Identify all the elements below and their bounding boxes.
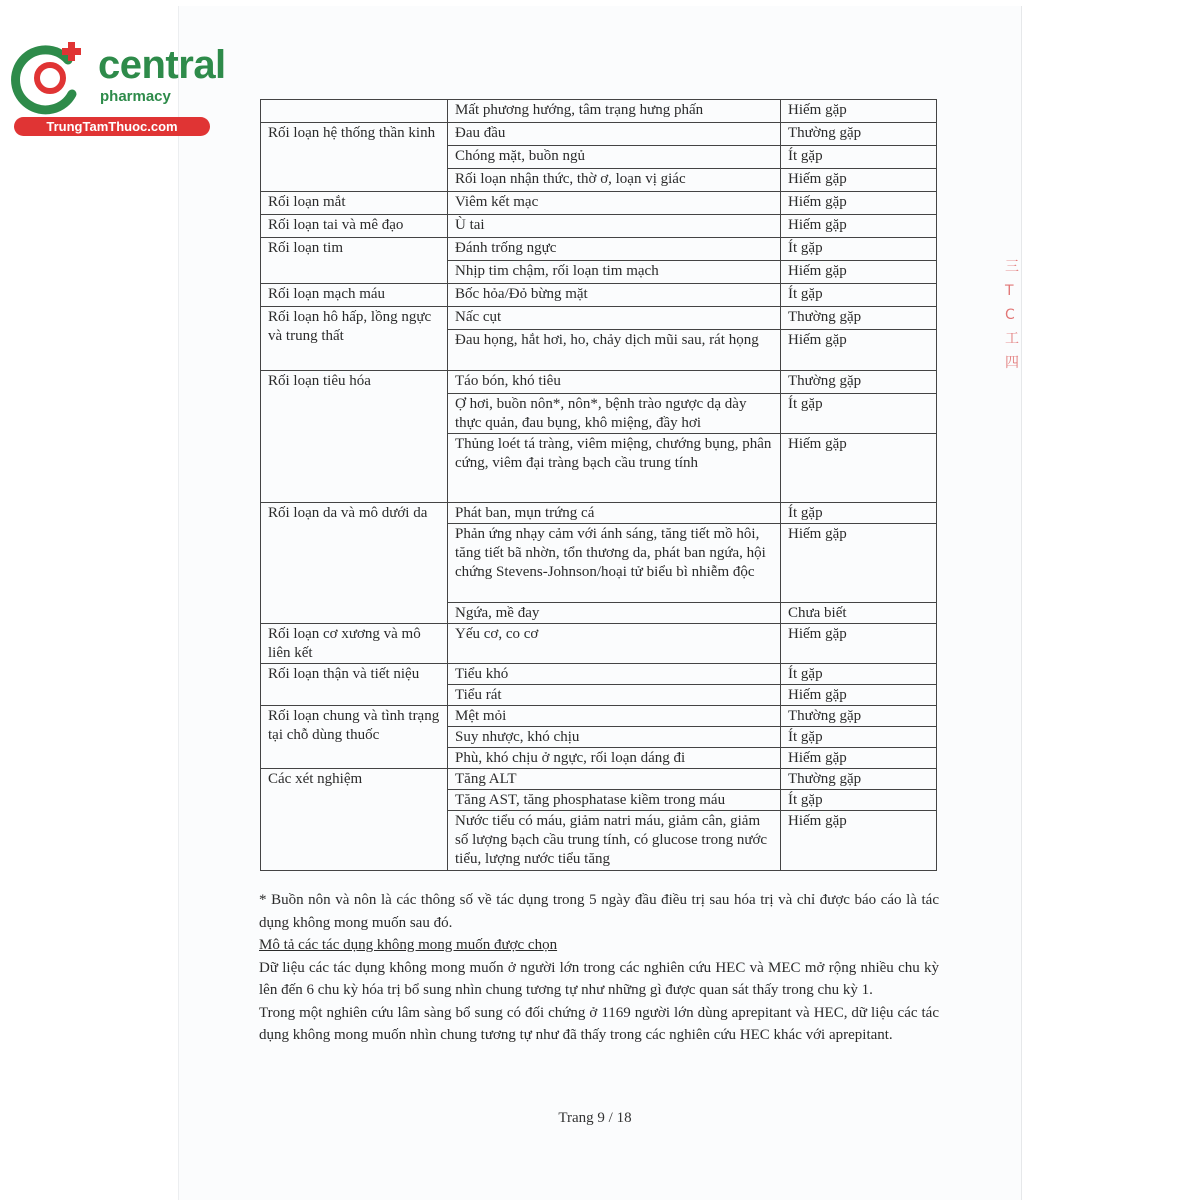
paragraph-1: Dữ liệu các tác dụng không mong muốn ở người lớn trong các nghiên cứu HEC và MEC mở rộng nhiều chu kỳ lên đến 6 chu kỳ hóa trị bổ sung nhìn chung tương tự như những gì được quan sát thấy trong chu kỳ 1. — [259, 959, 939, 998]
effect-cell: Phản ứng nhạy cảm với ánh sáng, tăng tiết mồ hôi, tăng tiết bã nhờn, tổn thương da, phát ban ngứa, hội chứng Stevens-Johnson/hoại tử biểu bì nhiễm độc — [448, 524, 781, 603]
effect-cell: Mất phương hướng, tâm trạng hưng phấn — [448, 100, 781, 123]
frequency-cell: Ít gặp — [781, 284, 937, 307]
table-row — [261, 371, 937, 394]
effect-cell: Đau đầu — [448, 123, 781, 146]
table-row — [261, 624, 937, 664]
frequency-cell: Ít gặp — [781, 664, 937, 685]
effect-cell: Tăng AST, tăng phosphatase kiềm trong máu — [448, 790, 781, 811]
page-number: Trang 9 / 18 — [558, 1110, 632, 1126]
adverse-effects-table — [260, 99, 937, 871]
effect-cell: Tiểu khó — [448, 664, 781, 685]
frequency-cell: Ít gặp — [781, 503, 937, 524]
brand-logo — [10, 38, 226, 136]
stamp-edge: 三 T C 工 四 — [1005, 259, 1019, 371]
table-row — [261, 100, 937, 123]
frequency-cell: Hiếm gặp — [781, 215, 937, 238]
table-row — [261, 503, 937, 524]
frequency-cell: Thường gặp — [781, 706, 937, 727]
frequency-cell: Hiếm gặp — [781, 748, 937, 769]
frequency-cell: Ít gặp — [781, 394, 937, 434]
effect-cell: Nấc cụt — [448, 307, 781, 330]
effect-cell: Mệt mỏi — [448, 706, 781, 727]
frequency-cell: Ít gặp — [781, 238, 937, 261]
logo-url-badge: TrungTamThuoc.com — [14, 117, 210, 136]
effect-cell: Phù, khó chịu ở ngực, rối loạn dáng đi — [448, 748, 781, 769]
effect-cell: Thủng loét tá tràng, viêm miệng, chướng bụng, phân cứng, viêm đại tràng bạch cầu trung tính — [448, 434, 781, 503]
effect-cell: Tiểu rát — [448, 685, 781, 706]
organ-cell: Rối loạn da và mô dưới da — [261, 503, 448, 624]
frequency-cell: Hiếm gặp — [781, 330, 937, 371]
organ-cell: Rối loạn cơ xương và mô liên kết — [261, 624, 448, 664]
organ-cell: Rối loạn mắt — [261, 192, 448, 215]
frequency-cell: Chưa biết — [781, 603, 937, 624]
frequency-cell: Hiếm gặp — [781, 192, 937, 215]
effect-cell: Đau họng, hắt hơi, ho, chảy dịch mũi sau, rát họng — [448, 330, 781, 371]
effect-cell: Ù tai — [448, 215, 781, 238]
frequency-cell: Thường gặp — [781, 123, 937, 146]
organ-cell — [261, 100, 448, 123]
frequency-cell: Hiếm gặp — [781, 169, 937, 192]
paragraph-2: Trong một nghiên cứu lâm sàng bổ sung có đối chứng ở 1169 người lớn dùng aprepitant và HEC, dữ liệu các tác dụng không mong muốn nhìn chung tương tự như đã thấy trong các nghiên cứu HEC khác với aprepitant. — [259, 1004, 939, 1043]
frequency-cell: Thường gặp — [781, 371, 937, 394]
effect-cell: Tăng ALT — [448, 769, 781, 790]
frequency-cell: Hiếm gặp — [781, 434, 937, 503]
logo-mark-icon — [10, 38, 94, 118]
effect-cell: Viêm kết mạc — [448, 192, 781, 215]
effect-cell: Ngứa, mề đay — [448, 603, 781, 624]
table-row — [261, 284, 937, 307]
effect-cell: Suy nhược, khó chịu — [448, 727, 781, 748]
frequency-cell: Thường gặp — [781, 307, 937, 330]
frequency-cell: Hiếm gặp — [781, 811, 937, 871]
effect-cell: Yếu cơ, co cơ — [448, 624, 781, 664]
logo-brand-text: central — [98, 43, 226, 87]
effect-cell: Chóng mặt, buồn ngủ — [448, 146, 781, 169]
organ-cell: Rối loạn hô hấp, lồng ngực và trung thất — [261, 307, 448, 371]
footnote-text: * Buồn nôn và nôn là các thông số về tác dụng trong 5 ngày đầu điều trị sau hóa trị và chỉ được báo cáo là tác dụng không mong muốn sau đó. — [259, 892, 939, 931]
frequency-cell: Hiếm gặp — [781, 624, 937, 664]
organ-cell: Rối loạn hệ thống thần kinh — [261, 123, 448, 192]
frequency-cell: Ít gặp — [781, 146, 937, 169]
notes-section — [259, 889, 939, 1047]
organ-cell: Rối loạn tai và mê đạo — [261, 215, 448, 238]
table-row — [261, 192, 937, 215]
table-row — [261, 307, 937, 330]
logo-sub-text: pharmacy — [100, 88, 171, 105]
table-row — [261, 769, 937, 790]
effect-cell: Ợ hơi, buồn nôn*, nôn*, bệnh trào ngược dạ dày thực quản, đau bụng, khô miệng, đầy hơi — [448, 394, 781, 434]
frequency-cell: Thường gặp — [781, 769, 937, 790]
table-row — [261, 123, 937, 146]
organ-cell: Rối loạn thận và tiết niệu — [261, 664, 448, 706]
effect-cell: Rối loạn nhận thức, thờ ơ, loạn vị giác — [448, 169, 781, 192]
table-row — [261, 215, 937, 238]
table-row — [261, 664, 937, 685]
frequency-cell: Hiếm gặp — [781, 524, 937, 603]
organ-cell: Rối loạn tim — [261, 238, 448, 284]
table-row — [261, 238, 937, 261]
effect-cell: Nước tiểu có máu, giảm natri máu, giảm cân, giảm số lượng bạch cầu trung tính, có glucose trong nước tiểu, lượng nước tiểu tăng — [448, 811, 781, 871]
organ-cell: Rối loạn mạch máu — [261, 284, 448, 307]
effect-cell: Táo bón, khó tiêu — [448, 371, 781, 394]
frequency-cell: Ít gặp — [781, 790, 937, 811]
frequency-cell: Hiếm gặp — [781, 685, 937, 706]
table-row — [261, 706, 937, 727]
effect-cell: Bốc hỏa/Đỏ bừng mặt — [448, 284, 781, 307]
frequency-cell: Hiếm gặp — [781, 261, 937, 284]
effect-cell: Đánh trống ngực — [448, 238, 781, 261]
organ-cell: Rối loạn chung và tình trạng tại chỗ dùng thuốc — [261, 706, 448, 769]
section-heading: Mô tả các tác dụng không mong muốn được chọn — [259, 937, 558, 953]
effect-cell: Nhịp tim chậm, rối loạn tim mạch — [448, 261, 781, 284]
effect-cell: Phát ban, mụn trứng cá — [448, 503, 781, 524]
organ-cell: Rối loạn tiêu hóa — [261, 371, 448, 503]
organ-cell: Các xét nghiệm — [261, 769, 448, 871]
frequency-cell: Ít gặp — [781, 727, 937, 748]
frequency-cell: Hiếm gặp — [781, 100, 937, 123]
